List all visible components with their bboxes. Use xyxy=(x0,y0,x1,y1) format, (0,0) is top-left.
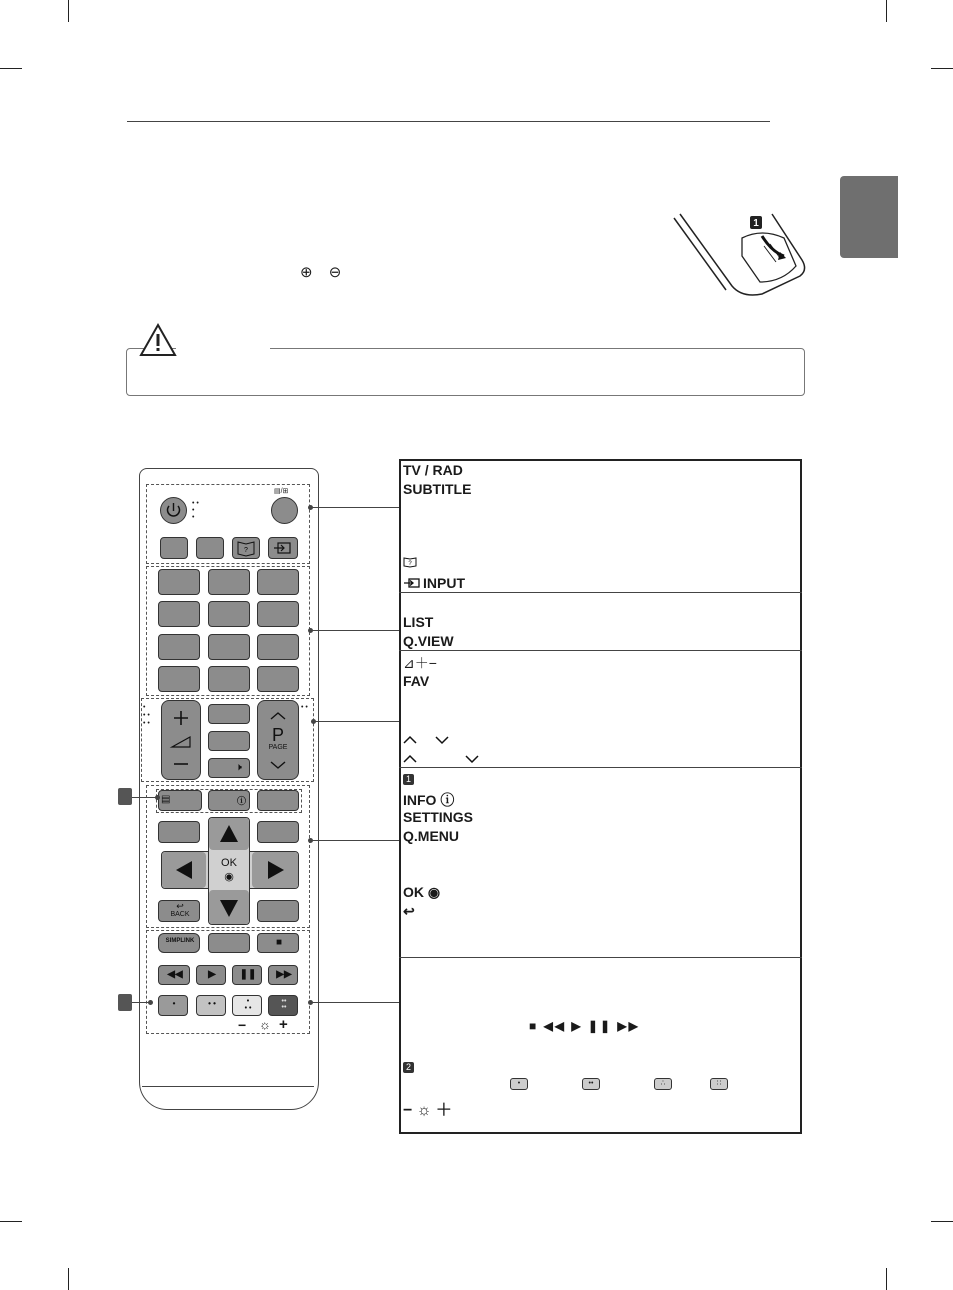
brightness-plus: + xyxy=(279,1016,288,1033)
mute-icon: 🕨 xyxy=(236,762,242,772)
svg-text:?: ? xyxy=(408,561,412,567)
qmenu-button[interactable] xyxy=(158,821,200,843)
fast-forward-icon: ▶▶ xyxy=(276,969,292,980)
play-button[interactable] xyxy=(196,965,226,985)
crop-mark xyxy=(886,0,887,22)
num-1-button[interactable] xyxy=(158,569,200,595)
page-rocker[interactable] xyxy=(257,700,299,780)
num-9-button[interactable] xyxy=(257,634,299,660)
pause-button[interactable] xyxy=(232,965,262,985)
rewind-icon: ◀◀ xyxy=(167,969,183,980)
warning-triangle-icon xyxy=(138,322,178,358)
num-2-button[interactable] xyxy=(208,569,250,595)
num-3-button[interactable] xyxy=(257,569,299,595)
brightness-icon: ☼ xyxy=(259,1017,271,1032)
fn-ok: OK ◉ xyxy=(403,884,441,900)
fn-subtitle: SUBTITLE xyxy=(403,481,472,497)
ok-button[interactable] xyxy=(210,852,248,888)
tv-rad-button[interactable] xyxy=(271,497,298,524)
settings-button[interactable] xyxy=(257,790,299,811)
brightness-minus: − xyxy=(238,1017,247,1033)
qview-button[interactable] xyxy=(257,666,299,692)
blue-dots-icon: •• •• xyxy=(281,998,287,1011)
callout-line-4 xyxy=(312,840,399,841)
marker-1-dot xyxy=(155,795,160,800)
marker-2-dot xyxy=(148,1000,153,1005)
callout-line-1 xyxy=(312,507,399,508)
rewind-button[interactable] xyxy=(158,965,190,985)
back-button[interactable] xyxy=(158,900,200,922)
num-0-button[interactable] xyxy=(208,666,250,692)
power-button[interactable] xyxy=(160,497,187,524)
user-guide-icon xyxy=(403,556,417,568)
subtitle-button[interactable] xyxy=(160,537,188,559)
3d-button[interactable] xyxy=(208,731,250,751)
page-label: PAGE xyxy=(268,744,288,751)
page-dots: • • xyxy=(301,704,308,711)
table-sep-3 xyxy=(399,767,802,768)
table-sep-1 xyxy=(399,592,802,593)
left-button[interactable] xyxy=(162,852,206,888)
up-button[interactable] xyxy=(209,818,249,850)
num-5-button[interactable] xyxy=(208,601,250,627)
list-button[interactable] xyxy=(158,666,200,692)
info-icon: ⓘ xyxy=(237,796,247,806)
yellow-dots-icon: • • • xyxy=(244,998,252,1012)
marker-1 xyxy=(118,788,132,805)
fn-brightness: − ☼ ＋ xyxy=(403,1102,452,1119)
teletext-button[interactable] xyxy=(158,790,202,811)
fn-fav: FAV xyxy=(403,673,430,689)
info-button[interactable] xyxy=(208,790,250,811)
fn-volume: ⊿＋− xyxy=(403,655,437,671)
ad-button[interactable] xyxy=(196,537,224,559)
fn-list: LIST xyxy=(403,614,434,630)
teletext-icon: ▤ xyxy=(161,794,171,805)
crop-mark xyxy=(931,68,953,69)
green-button[interactable] xyxy=(196,995,226,1016)
back-icon: ↩ xyxy=(176,901,184,911)
power-dots: • • • • xyxy=(192,500,199,521)
fn-settings: SETTINGS xyxy=(403,809,474,825)
right-button[interactable] xyxy=(252,852,298,888)
pause-icon: ❚❚ xyxy=(239,969,257,980)
exit-button[interactable] xyxy=(257,900,299,922)
input-icon xyxy=(403,577,421,589)
back-label: BACK xyxy=(170,911,190,918)
mute-button[interactable] xyxy=(208,758,250,778)
fn-info: INFO ⓘ xyxy=(403,792,455,808)
fn-input: INPUT xyxy=(423,575,465,591)
input-button[interactable] xyxy=(268,537,298,559)
red-button[interactable] xyxy=(158,995,188,1016)
fn-tv-rad: TV / RAD xyxy=(403,462,463,478)
table-sep-4 xyxy=(399,957,802,958)
header-rule xyxy=(127,121,770,122)
green-key-icon: •• xyxy=(582,1078,600,1090)
crop-mark xyxy=(0,68,22,69)
stop-button[interactable] xyxy=(257,933,299,953)
table-sep-2 xyxy=(399,650,802,651)
fn-badge-2: 2 xyxy=(403,1059,414,1077)
menu-button[interactable] xyxy=(257,821,299,843)
caution-gap xyxy=(176,346,270,350)
callout-line-5 xyxy=(312,1002,399,1003)
blue-key-icon: ∷ xyxy=(710,1078,728,1090)
svg-text:1: 1 xyxy=(753,218,759,229)
crop-mark xyxy=(931,1221,953,1222)
crop-mark xyxy=(0,1221,22,1222)
play-icon: ▶ xyxy=(208,969,216,980)
yellow-key-icon: ∴ xyxy=(654,1078,672,1090)
ok-icon: ◉ xyxy=(224,871,234,883)
callout-line-2 xyxy=(312,630,399,631)
crop-mark xyxy=(68,0,69,22)
num-4-button[interactable] xyxy=(158,601,200,627)
fn-qview: Q.VIEW xyxy=(403,633,454,649)
user-guide-button[interactable] xyxy=(232,537,260,559)
section-tab xyxy=(840,176,898,258)
chevron-up-down-icon xyxy=(403,735,451,745)
num-6-button[interactable] xyxy=(257,601,299,627)
ok-label: OK xyxy=(221,857,237,869)
svg-text:?: ? xyxy=(244,547,248,554)
blue-button[interactable] xyxy=(268,995,298,1016)
fav-button[interactable] xyxy=(208,704,250,724)
num-8-button[interactable] xyxy=(208,634,250,660)
remote-bottom-curve xyxy=(142,1086,314,1109)
fn-badge-1: 1 xyxy=(403,771,414,789)
crop-mark xyxy=(886,1268,887,1290)
fn-qmenu: Q.MENU xyxy=(403,828,459,844)
simplink-button[interactable] xyxy=(158,933,200,953)
crop-mark xyxy=(68,1268,69,1290)
num-7-button[interactable] xyxy=(158,634,200,660)
polarity-symbols: ⊕ ⊖ xyxy=(300,264,348,281)
marker-2 xyxy=(118,994,132,1011)
page-p-label: P xyxy=(271,725,284,745)
page-chevron-icon xyxy=(403,754,483,764)
green-dots-icon: • • xyxy=(208,999,216,1008)
tv-rad-label: ▤/⊞ xyxy=(274,488,289,495)
red-dot-icon: • xyxy=(172,999,176,1008)
red-key-icon: • xyxy=(510,1078,528,1090)
volume-dots: • • • • • xyxy=(143,704,150,727)
live-tv-button[interactable] xyxy=(208,933,250,953)
fast-forward-button[interactable] xyxy=(268,965,298,985)
down-button[interactable] xyxy=(209,890,249,924)
battery-cover-illustration xyxy=(672,208,812,300)
yellow-button[interactable] xyxy=(232,995,262,1016)
simplink-label: SIMPLINK xyxy=(165,938,195,944)
fn-back-icon: ↩ xyxy=(403,903,415,919)
volume-rocker[interactable] xyxy=(161,700,201,780)
stop-icon: ■ xyxy=(275,937,283,948)
caution-box xyxy=(126,348,805,396)
fn-playback-icons: ■ ◀◀ ▶ ❚❚ ▶▶ xyxy=(529,1019,640,1033)
callout-line-3 xyxy=(315,721,399,722)
